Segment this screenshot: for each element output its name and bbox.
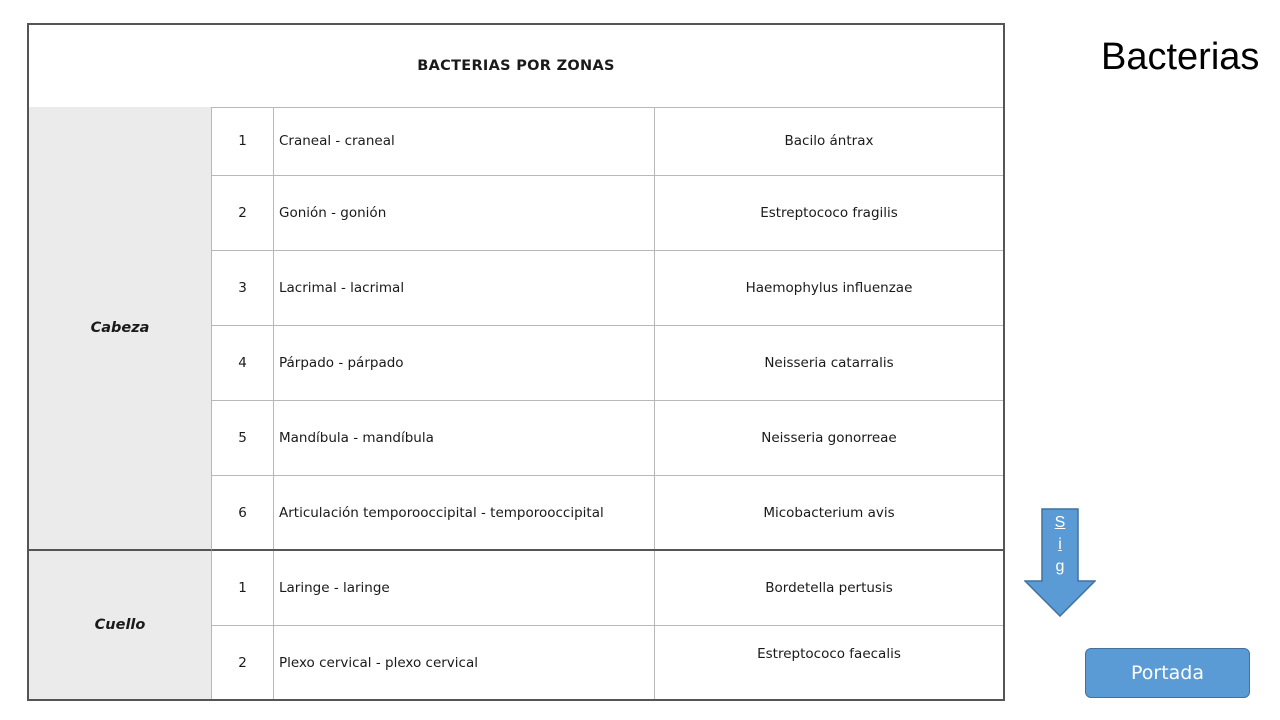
row-zone: Articulación temporooccipital - temporooccipital: [274, 476, 655, 549]
table-row: [212, 401, 1003, 476]
row-bacteria: Neisseria catarralis: [764, 355, 894, 371]
next-slide-label: [1024, 512, 1096, 578]
row-number: 4: [212, 326, 274, 400]
row-bacteria: Micobacterium avis: [763, 504, 895, 521]
row-zone: Mandíbula - mandíbula: [274, 401, 655, 475]
row-zone: Gonión - gonión: [274, 176, 655, 250]
next-slide-button[interactable]: [1024, 508, 1096, 617]
row-bacteria: Estreptococo faecalis: [757, 646, 901, 662]
table-row: [212, 326, 1003, 401]
table-row: [212, 626, 1003, 699]
row-number: 1: [212, 551, 274, 625]
row-bacteria: Bacilo ántrax: [784, 133, 874, 149]
row-zone: Plexo cervical - plexo cervical: [274, 626, 655, 699]
row-zone: Párpado - párpado: [274, 326, 655, 400]
portada-button[interactable]: Portada: [1085, 648, 1250, 698]
table-row: [212, 551, 1003, 626]
zone-label-cuello: Cuello: [29, 551, 212, 699]
row-zone: Laringe - laringe: [274, 551, 655, 625]
table-row: [212, 251, 1003, 326]
bacteria-table: [27, 23, 1005, 701]
row-bacteria: Bordetella pertusis: [765, 580, 893, 596]
next-letter-i: i: [1058, 536, 1062, 553]
row-zone: Craneal - craneal: [274, 107, 655, 175]
row-number: 2: [212, 626, 274, 699]
slide-title: Bacterias: [1101, 36, 1260, 78]
row-zone: Lacrimal - lacrimal: [274, 251, 655, 325]
row-number: 2: [212, 176, 274, 250]
row-number: 5: [212, 401, 274, 475]
table-row: [212, 176, 1003, 251]
row-number: 3: [212, 251, 274, 325]
next-letter-s: S: [1054, 514, 1066, 531]
table-row: [212, 107, 1003, 176]
row-number: 6: [212, 476, 274, 549]
zone-label-cabeza: Cabeza: [29, 107, 212, 551]
table-header: BACTERIAS POR ZONAS: [29, 25, 1003, 108]
row-bacteria: Estreptococo fragilis: [760, 205, 898, 221]
row-number: 1: [212, 107, 274, 175]
table-row: [212, 476, 1003, 551]
next-letter-g: g: [1055, 558, 1065, 575]
row-bacteria: Neisseria gonorreae: [761, 430, 897, 446]
row-bacteria: Haemophylus influenzae: [745, 280, 913, 296]
